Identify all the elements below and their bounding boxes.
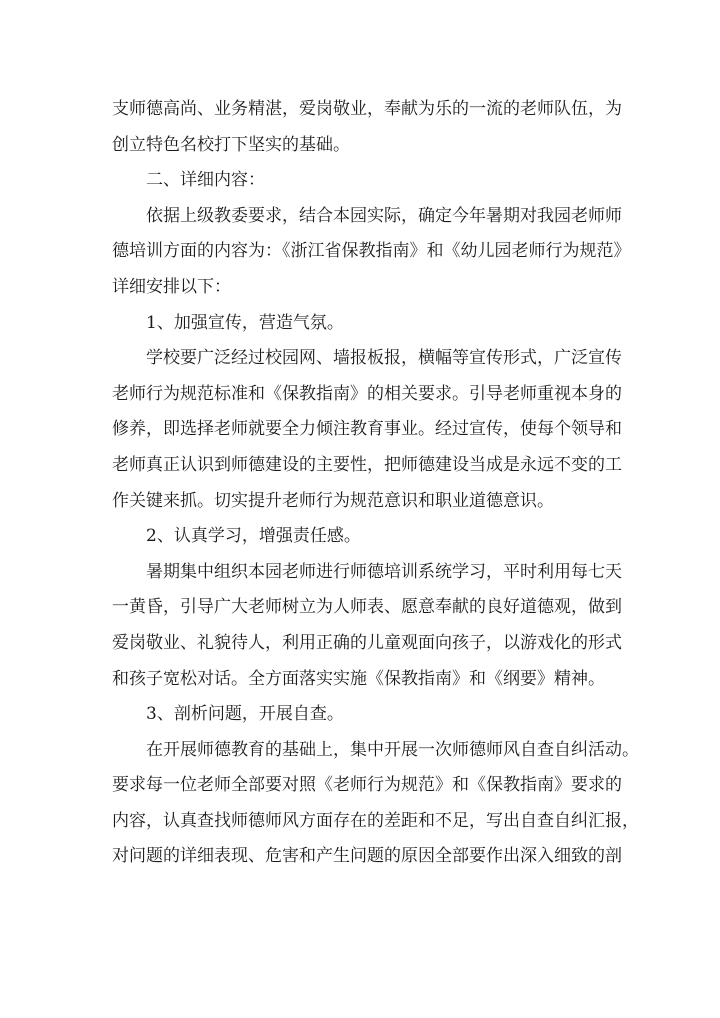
text-line: 老师行为规范标准和《保教指南》的相关要求。引导老师重视本身的 <box>112 383 622 404</box>
subsection-heading: 2、认真学习，增强责任感。 <box>146 526 361 547</box>
text-line: 内容，认真查找师德师风方面存在的差距和不足，写出自查自纠汇报， <box>112 810 639 831</box>
text-line: 创立特色名校打下坚实的基础。 <box>112 134 350 155</box>
text-line: 依据上级教委要求，结合本园实际，确定今年暑期对我园老师师 <box>146 205 622 226</box>
text-line: 爱岗敬业、礼貌待人，利用正确的儿童观面向孩子，以游戏化的形式 <box>112 632 622 653</box>
subsection-heading: 3、剖析问题，开展自查。 <box>146 704 344 725</box>
text-line: 德培训方面的内容为：《浙江省保教指南》和《幼儿园老师行为规范》 <box>112 241 631 262</box>
text-line: 作关键来抓。切实提升老师行为规范意识和职业道德意识。 <box>112 490 554 511</box>
text-line: 支师德高尚、业务精湛，爱岗敬业，奉献为乐的一流的老师队伍，为 <box>112 99 622 119</box>
text-line: 详细安排以下： <box>112 276 231 297</box>
text-line: 学校要广泛经过校园网、墙报板报，横幅等宣传形式，广泛宣传 <box>146 348 622 369</box>
document-body <box>112 92 639 875</box>
text-line: 修养，即选择老师就要全力倾注教育事业。经过宣传，使每个领导和 <box>112 419 622 440</box>
text-line: 要求每一位老师全部要对照《老师行为规范》和《保教指南》要求的 <box>112 775 622 796</box>
text-line: 在开展师德教育的基础上，集中开展一次师德师风自查自纠活动。 <box>146 739 639 760</box>
text-line: 对问题的详细表现、危害和产生问题的原因全部要作出深入细致的剖 <box>112 846 622 867</box>
text-line: 老师真正认识到师德建设的主要性，把师德建设当成是永远不变的工 <box>112 454 622 475</box>
section-heading: 二、详细内容： <box>146 170 265 191</box>
text-line: 暑期集中组织本园老师进行师德培训系统学习，平时利用每七天 <box>146 561 622 582</box>
text-line: 一黄昏，引导广大老师树立为人师表、愿意奉献的良好道德观，做到 <box>112 597 622 618</box>
subsection-heading: 1、加强宣传，营造气氛。 <box>146 312 344 333</box>
text-line: 和孩子宽松对话。全方面落实实施《保教指南》和《纲要》精神。 <box>112 668 605 689</box>
